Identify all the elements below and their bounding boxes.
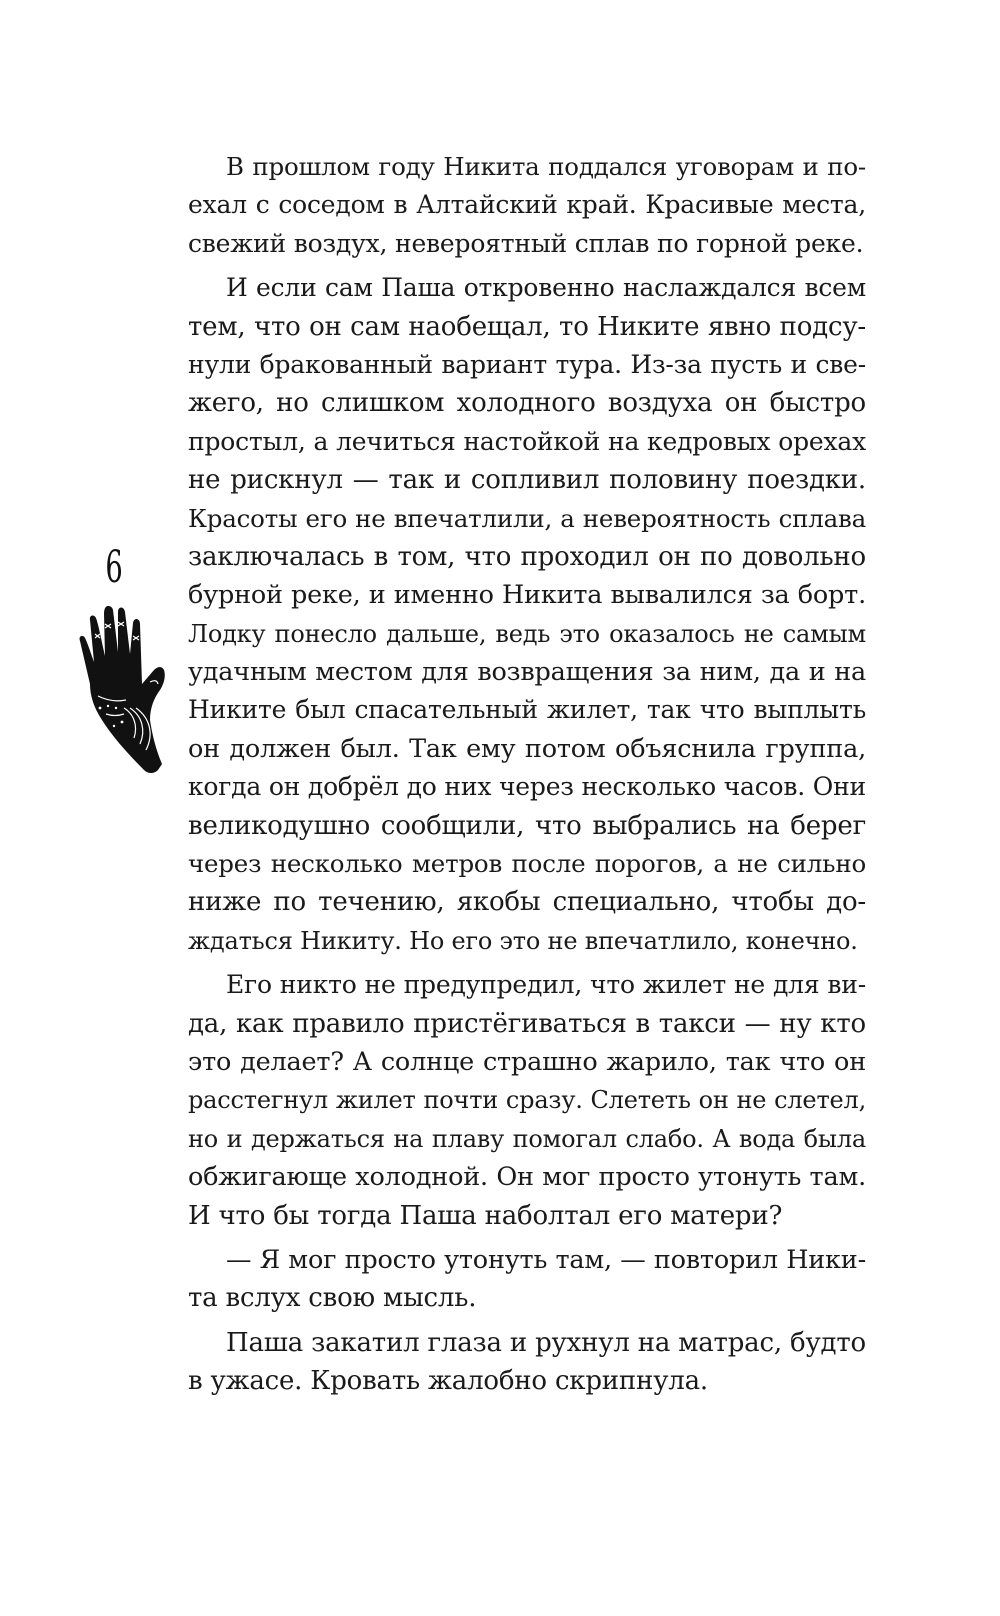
text-line: Лодку понесло дальше, ведь это оказалось не самым [188,619,866,648]
text-line: Его никто не предупредил, что жилет не для ви- [226,970,866,1000]
text-line: ехал с соседом в Алтайский край. Красивые места, [188,190,866,220]
text-line: ниже по течению, якобы специально, чтобы до- [188,887,866,918]
page-number: 6 [105,542,123,593]
text-line: Никите был спасательный жилет, так что выплыть [188,695,866,725]
text-line: И что бы тогда Паша наболтал его матери? [188,1200,783,1231]
text-line: заключалась в том, что проходил он по довольно [188,541,866,572]
body-text [188,148,866,1401]
text-line: жего, но слишком холодного воздуха он быстро [188,388,866,419]
text-line: это делает? А солнце страшно жарило, так что он [188,1046,866,1077]
text-line: — Я мог просто утонуть там, — повторил Ники- [226,1244,866,1275]
text-line: И если сам Паша откровенно наслаждался всем [226,273,866,303]
text-line: обжигающе холодной. Он мог просто утонуть там. [188,1162,866,1193]
text-line: он должен был. Так ему потом объяснила группа, [188,733,866,764]
text-line: когда он добрёл до них через несколько часов. Они [188,772,866,802]
text-line: та вслух свою мысль. [188,1283,477,1314]
text-line: Паша закатил глаза и рухнул на матрас, будто [226,1327,866,1358]
text-line: через несколько метров после порогов, а не сильно [188,849,866,879]
text-line: великодушно сообщили, что выбрались на берег [188,810,866,841]
text-line: В прошлом году Никита поддался уговорам и по- [226,152,866,181]
text-line: нули бракованный вариант тура. Из-за пусть и све- [188,349,866,379]
text-line: свежий воздух, невероятный сплав по горной реке. [188,228,864,258]
text-line: да, как правило пристёгиваться в такси — ну кто [188,1008,866,1039]
text-line: простыл, а лечиться настойкой на кедровых орехах [188,426,866,456]
text-line: Красоты его не впечатлили, а невероятность сплава [188,503,866,533]
text-line: в ужасе. Кровать жалобно скрипнула. [188,1366,708,1397]
text-line: ждаться Никиту. Но его это не впечатлило, конечно. [188,926,858,955]
text-line: бурной реке, и именно Никита вывалился за борт. [188,580,866,611]
text-line: но и держаться на плаву помогал слабо. А вода была [188,1124,866,1153]
hand-icon [78,604,168,776]
text-line: не рискнул — так и сопливил половину поездки. [188,465,866,496]
text-line: удачным местом для возвращения за ним, да и на [188,657,866,688]
text-line: расстегнул жилет почти сразу. Слететь он не слетел, [188,1086,866,1115]
text-line: тем, что он сам наобещал, то Никите явно подсу- [188,311,866,342]
